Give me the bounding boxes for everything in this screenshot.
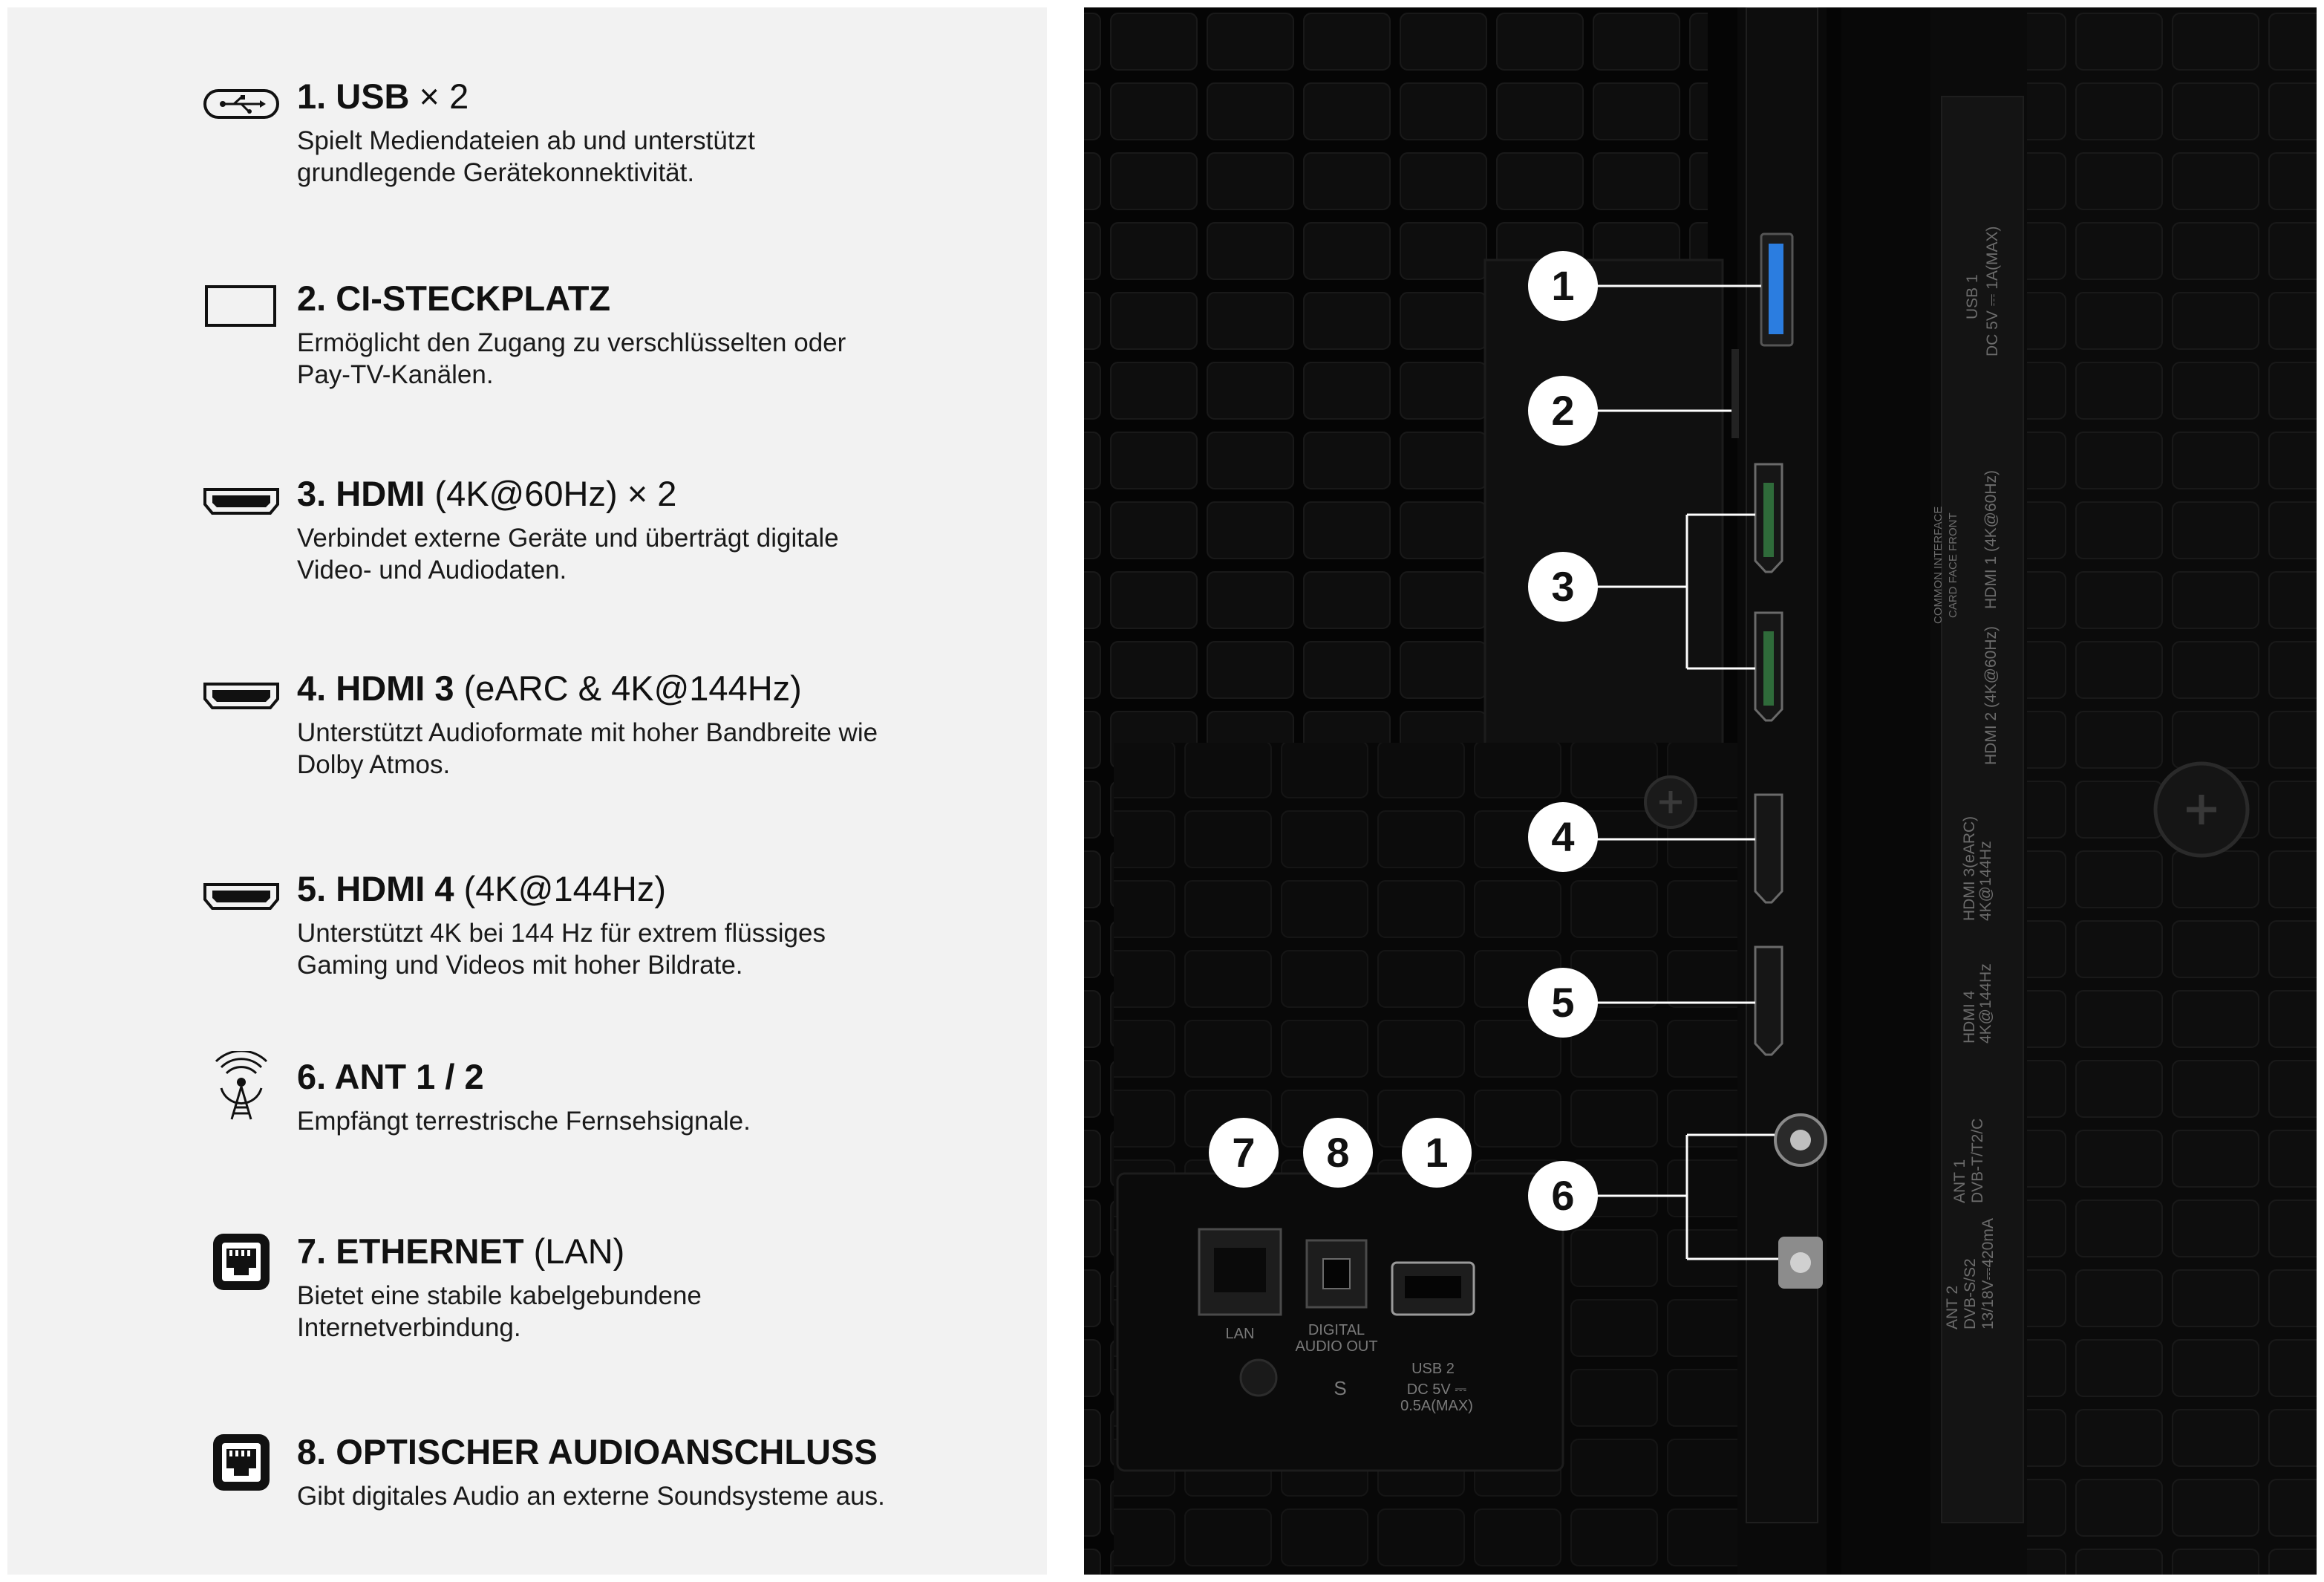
feature-description: Unterstützt Audioformate mit hoher Bandbreite wie Dolby Atmos.: [297, 718, 878, 779]
callout-marker-usb-2: 1: [1402, 1118, 1472, 1188]
digital-audio-out-label: DIGITAL AUDIO OUT: [1295, 1322, 1378, 1355]
hdmi-icon: [200, 867, 282, 926]
feature-description: Gibt digitales Audio an externe Soundsysteme aus.: [297, 1482, 885, 1511]
feature-title: 8. OPTISCHER AUDIOANSCHLUSS: [297, 1432, 878, 1471]
ant-1-label: ANT 1 DVB-T/T2/C: [1951, 1118, 1986, 1203]
feature-title: 2. CI-STECKPLATZ: [297, 279, 611, 318]
feature-description: Spielt Mediendateien ab und unterstützt grundlegende Gerätekonnektivität.: [297, 126, 755, 187]
callout-marker-antenna: 6: [1528, 1161, 1598, 1231]
callout-marker-optical-audio: 8: [1303, 1118, 1373, 1188]
usb-1-rating-label: DC 5V ⎓ 1A(MAX): [1984, 226, 2001, 357]
common-interface-label: COMMON INTERFACE: [1932, 506, 1945, 624]
s-label: S: [1334, 1377, 1347, 1399]
antenna-icon: [200, 1051, 282, 1125]
feature-description: Empfängt terrestrische Fernsehsignale.: [297, 1107, 751, 1136]
optical-audio-icon: [200, 1430, 282, 1497]
feature-description: Unterstützt 4K bei 144 Hz für extrem flüssiges Gaming und Videos mit hoher Bildrate.: [297, 919, 826, 980]
callout-marker-hdmi-3: 4: [1528, 802, 1598, 872]
usb-2-rating-label: DC 5V ⎓ 0.5A(MAX): [1400, 1381, 1473, 1414]
usb-1-label: USB 1: [1964, 274, 1981, 319]
tv-ports-photo: [1084, 7, 2317, 1575]
ethernet-icon: [200, 1229, 282, 1296]
usb-2-label: USB 2: [1411, 1361, 1455, 1377]
hdmi-3-label: HDMI 3(eARC) 4K@144Hz: [1961, 816, 1994, 921]
hdmi-icon: [200, 472, 282, 531]
feature-title: 1. USB × 2: [297, 77, 469, 116]
callout-marker-hdmi: 3: [1528, 552, 1598, 622]
feature-title: 3. HDMI (4K@60Hz) × 2: [297, 474, 677, 513]
card-face-front-label: CARD FACE FRONT: [1947, 512, 1959, 618]
feature-description: Bietet eine stabile kabelgebundene Internetverbindung.: [297, 1281, 702, 1342]
feature-list-panel: [7, 7, 1047, 1575]
feature-title: 6. ANT 1 / 2: [297, 1057, 484, 1096]
hdmi-icon: [200, 666, 282, 726]
ant-2-label: ANT 2 DVB-S/S2 13/18V⎓420mA: [1944, 1218, 1997, 1329]
feature-title: 4. HDMI 3 (eARC & 4K@144Hz): [297, 668, 802, 708]
callout-marker-ethernet: 7: [1209, 1118, 1279, 1188]
callout-marker-usb-1: 1: [1528, 251, 1598, 321]
hdmi-2-label: HDMI 2 (4K@60Hz): [1982, 625, 2000, 765]
feature-title: 5. HDMI 4 (4K@144Hz): [297, 869, 666, 908]
lan-label: LAN: [1225, 1326, 1255, 1342]
feature-description: Verbindet externe Geräte und überträgt digitale Video- und Audiodaten.: [297, 524, 839, 585]
hdmi-4-label: HDMI 4 4K@144Hz: [1961, 963, 1994, 1044]
usb-icon: [200, 74, 282, 134]
callout-marker-hdmi-4: 5: [1528, 968, 1598, 1038]
callout-marker-ci-slot: 2: [1528, 376, 1598, 446]
ci-slot-icon: [200, 276, 282, 336]
feature-title: 7. ETHERNET (LAN): [297, 1231, 625, 1271]
hdmi-1-label: HDMI 1 (4K@60Hz): [1982, 469, 2000, 609]
feature-description: Ermöglicht den Zugang zu verschlüsselten oder Pay-TV-Kanälen.: [297, 328, 846, 389]
